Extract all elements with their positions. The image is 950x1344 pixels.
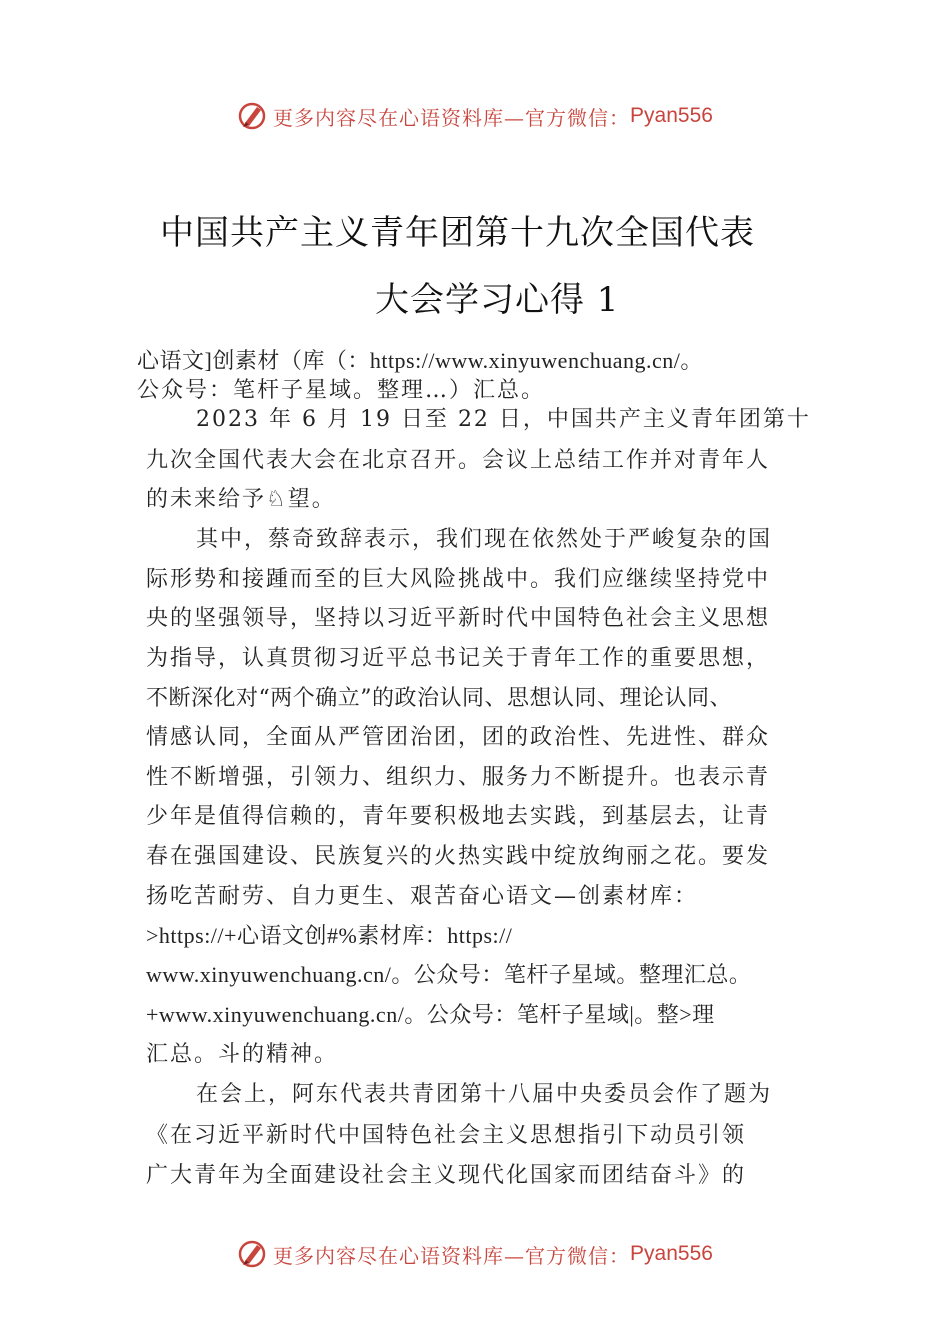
watermark-text: 更多内容尽在心语资料库—官方微信： — [273, 1243, 631, 1268]
body-line: 少年是值得信赖的，青年要积极地去实践，到基层去，让青 — [146, 804, 771, 829]
body-line: +www.xinyuwenchuang.cn/。公众号：笔杆子星域|。整>理 — [146, 1002, 715, 1027]
watermark-banner-bottom — [0, 1234, 950, 1274]
body-line: 广大青年为全面建设社会主义现代化国家而团结奋斗》的 — [146, 1163, 747, 1188]
body-line: 央的坚强领导，坚持以习近平新时代中国特色社会主义思想 — [146, 606, 771, 631]
body-line: 的未来给予♘望。 — [146, 487, 336, 512]
body-line: 际形势和接踵而至的巨大风险挑战中。我们应继续坚持党中 — [146, 567, 771, 592]
body-line: www.xinyuwenchuang.cn/。公众号：笔杆子星域。整理汇总。 — [146, 962, 752, 987]
document-title-line2: 大会学习心得 1 — [375, 280, 620, 320]
watermark-banner-top — [0, 96, 950, 136]
watermark-wechat-id: Pyan556 — [630, 104, 713, 127]
body-line: 《在习近平新时代中国特色社会主义思想指引下动员引领 — [146, 1123, 747, 1148]
body-line: 公众号：笔杆子星域。整理…）汇总。 — [137, 378, 546, 403]
body-line: 为指导，认真贯彻习近平总书记关于青年工作的重要思想， — [146, 646, 771, 671]
body-line: 不断深化对“两个确立”的政治认同、思想认同、理论认同、 — [146, 686, 732, 711]
pen-logo-icon — [237, 101, 267, 131]
watermark-wechat-id: Pyan556 — [630, 1242, 713, 1265]
pen-logo-icon — [237, 1239, 267, 1269]
document-title-line1: 中国共产主义青年团第十九次全国代表 — [160, 213, 755, 253]
body-line: 春在强国建设、民族复兴的火热实践中绽放绚丽之花。要发 — [146, 844, 771, 869]
body-line: 汇总。斗的精神。 — [146, 1042, 339, 1067]
body-line: 2023 年 6 月 19 日至 22 日，中国共产主义青年团第十 — [196, 407, 811, 432]
body-line: 其中，蔡奇致辞表示，我们现在依然处于严峻复杂的国 — [196, 527, 773, 552]
body-line: 扬吃苦耐劳、自力更生、艰苦奋心语文—创素材库： — [146, 884, 699, 909]
body-line: 九次全国代表大会在北京召开。会议上总结工作并对青年人 — [146, 448, 771, 473]
body-line: 在会上，阿东代表共青团第十八届中央委员会作了题为 — [196, 1082, 773, 1107]
watermark-text: 更多内容尽在心语资料库—官方微信： — [273, 105, 631, 130]
body-line: 心语文]创素材（库（：https://www.xinyuwenchuang.cn/。 — [137, 348, 703, 373]
body-line: 性不断增强，引领力、组织力、服务力不断提升。也表示青 — [146, 765, 771, 790]
body-line: >https://+心语文创#%素材库：https:// — [146, 923, 513, 948]
body-line: 情感认同，全面从严管团治团，团的政治性、先进性、群众 — [146, 725, 771, 750]
